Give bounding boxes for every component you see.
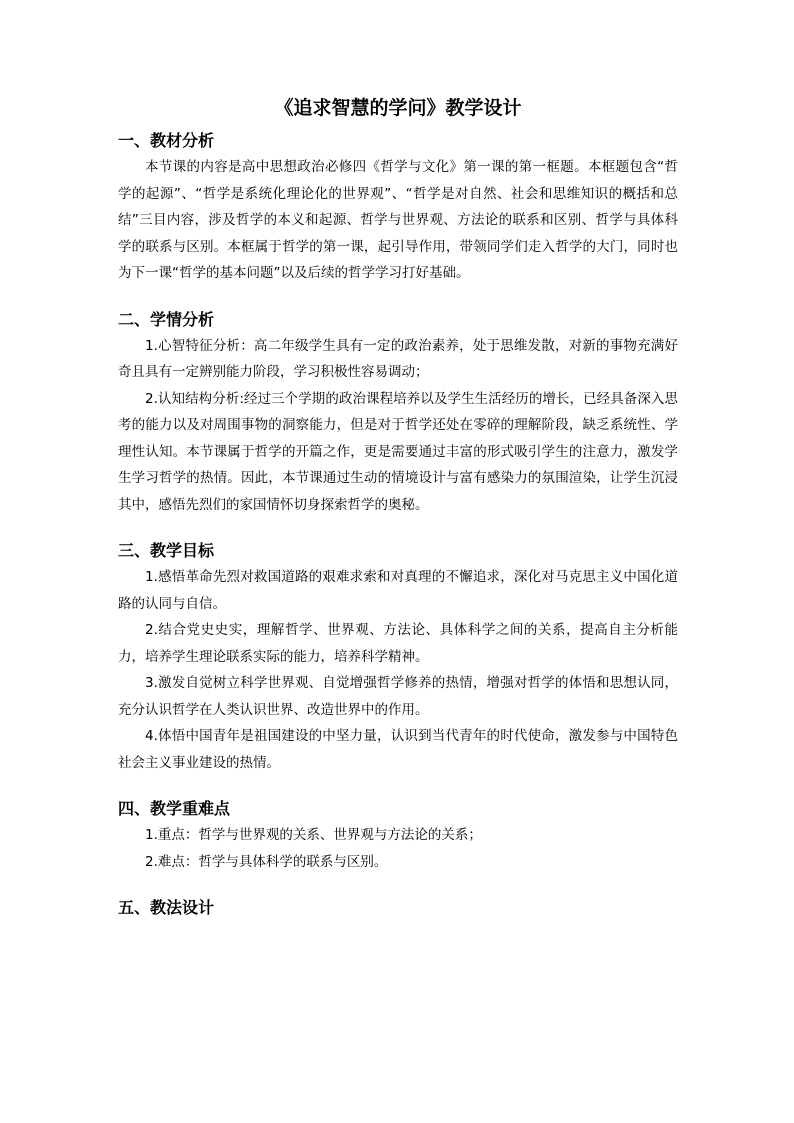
section-heading: 一、教材分析 bbox=[118, 131, 215, 150]
section-heading: 五、教法设计 bbox=[118, 898, 215, 917]
section-key-difficult-points bbox=[118, 796, 678, 875]
paragraph: 本节课的内容是高中思想政治必修四《哲学与文化》第一课的第一框题。本框题包含“哲学的起源”、“哲学是系统化理论化的世界观”、“哲学是对自然、社会和思维知识的概括和总结”三目内容，涉及哲学的本义和起源、哲学与世界观、方法论的联系和区别、哲学与具体科学的联系与区别。本框属于哲学的第一课，起引导作用，带领同学们走入哲学的大门，同时也为下一课“哲学的基本问题”以及后续的哲学学习打好基础。 bbox=[118, 159, 678, 281]
paragraph: 1.感悟革命先烈对救国道路的艰难求索和对真理的不懈追求，深化对马克思主义中国化道路的认同与自信。 bbox=[118, 569, 678, 612]
paragraph: 1.心智特征分析：高二年级学生具有一定的政治素养，处于思维发散，对新的事物充满好奇且具有一定辨别能力阶段，学习积极性容易调动； bbox=[118, 337, 678, 380]
paragraph: 4.体悟中国青年是祖国建设的中坚力量，认识到当代青年的时代使命，激发参与中国特色社会主义事业建设的热情。 bbox=[118, 728, 678, 771]
paragraph: 3.激发自觉树立科学世界观、自觉增强哲学修养的热情，增强对哲学的体悟和思想认同，充分认识哲学在人类认识世界、改造世界中的作用。 bbox=[118, 675, 678, 718]
section-teaching-method bbox=[118, 895, 678, 921]
document-title: 《追求智慧的学问》教学设计 bbox=[274, 97, 522, 119]
paragraph: 2.难点：哲学与具体科学的联系与区别。 bbox=[145, 853, 388, 870]
section-heading: 四、教学重难点 bbox=[118, 799, 231, 818]
paragraph: 2.认知结构分析:经过三个学期的政治课程培养以及学生生活经历的增长，已经具备深入思考的能力以及对周围事物的洞察能力，但是对于哲学还处在零碎的理解阶段，缺乏系统性、学理性认知。本节课属于哲学的开篇之作，更是需要通过丰富的形式吸引学生的注意力，激发学生学习哲学的热情。因此，本节课通过生动的情境设计与富有感染力的氛围渲染，让学生沉浸其中，感悟先烈们的家国情怀切身探索哲学的奥秘。 bbox=[118, 390, 678, 513]
paragraph: 1.重点：哲学与世界观的关系、世界观与方法论的关系； bbox=[145, 827, 482, 843]
section-student-analysis bbox=[118, 307, 678, 519]
section-textbook-analysis bbox=[118, 128, 678, 287]
section-heading: 三、教学目标 bbox=[118, 541, 215, 560]
section-heading: 二、学情分析 bbox=[118, 309, 215, 329]
section-teaching-goals bbox=[118, 538, 678, 776]
paragraph: 2.结合党史史实，理解哲学、世界观、方法论、具体科学之间的关系，提高自主分析能力，培养学生理论联系实际的能力，培养科学精神。 bbox=[118, 622, 678, 665]
